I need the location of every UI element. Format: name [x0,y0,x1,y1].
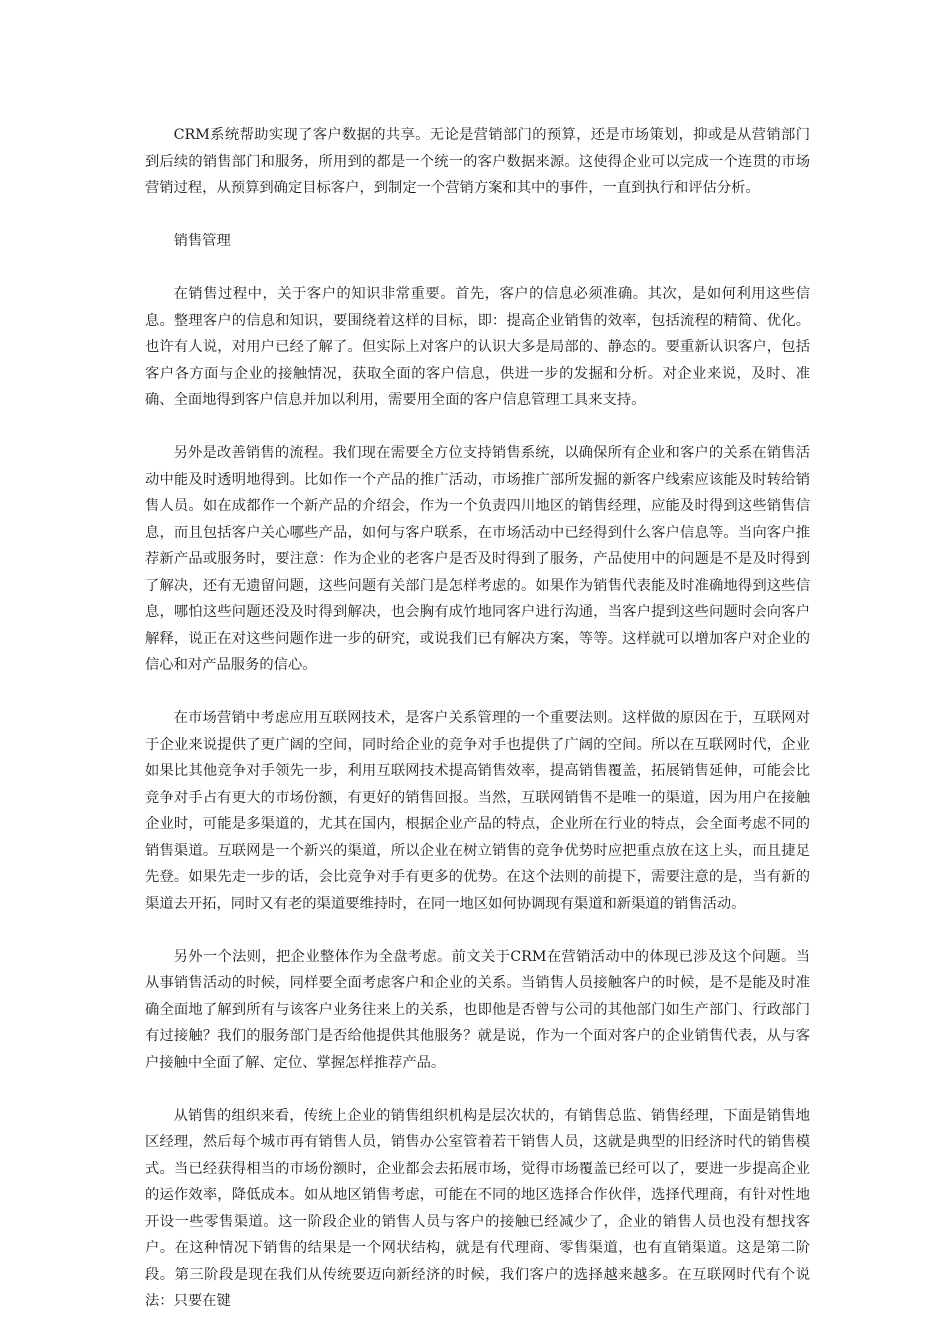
document-body [145,122,810,1341]
paragraph-enterprise-whole: 另外一个法则，把企业整体作为全盘考虑。前文关于CRM在营销活动中的体现已涉及这个问题。当从事销售活动的时候，同样要全面考虑客户和企业的关系。当销售人员接触客户的时候，是不是能及时准确全面地了解到所有与该客户业务往来上的关系，也即他是否曾与公司的其他部门如生产部门、行政部门有过接触？我们的服务部门是否给他提供其他服务？就是说，作为一个面对客户的企业销售代表，从与客户接触中全面了解、定位、掌握怎样推荐产品。 [145,948,810,1071]
paragraph-sales-organization: 从销售的组织来看，传统上企业的销售组织机构是层次状的，有销售总监、销售经理，下面是销售地区经理，然后每个城市再有销售人员，销售办公室管着若干销售人员，这就是典型的旧经济时代的销售模式。当已经获得相当的市场份额时，企业都会去拓展市场，觉得市场覆盖已经可以了，要进一步提高企业的运作效率，降低成本。如从地区销售考虑，可能在不同的地区选择合作伙伴，选择代理商，有针对性地开设一些零售渠道。这一阶段企业的销售人员与客户的接触已经减少了，企业的销售人员也没有想找客户。在这种情况下销售的结果是一个网状结构，就是有代理商、零售渠道，也有直销渠道。这是第二阶段。第三阶段是现在我们从传统要迈向新经济的时候，我们客户的选择越来越多。在互联网时代有个说法：只要在键 [145,1107,810,1309]
paragraph-sales-process: 另外是改善销售的流程。我们现在需要全方位支持销售系统，以确保所有企业和客户的关系在销售活动中能及时透明地得到。比如作一个产品的推广活动，市场推广部所发掘的新客户线索应该能及时转给销售人员。如在成都作一个新产品的介绍会，作为一个负责四川地区的销售经理，应能及时得到这些销售信息，而且包括客户关心哪些产品，如何与客户联系，在市场活动中已经得到什么客户信息等。当向客户推荐新产品或服务时，要注意：作为企业的老客户是否及时得到了服务，产品使用中的问题是不是及时得到了解决，还有无遗留问题，这些问题有关部门是怎样考虑的。如果作为销售代表能及时准确地得到这些信息，哪怕这些问题还没及时得到解决，也会胸有成竹地同客户进行沟通，当客户提到这些问题时会向客户解释，说正在对这些问题作进一步的研究，或说我们已有解决方案，等等。这样就可以增加客户对企业的信心和对产品服务的信心。 [145,445,810,673]
paragraph-crm-data-sharing: CRM系统帮助实现了客户数据的共享。无论是营销部门的预算，还是市场策划，抑或是从营销部门到后续的销售部门和服务，所用到的都是一个统一的客户数据来源。这使得企业可以完成一个连贯的市场营销过程，从预算到确定目标客户，到制定一个营销方案和其中的事件，一直到执行和评估分析。 [145,127,810,196]
paragraph-internet-marketing: 在市场营销中考虑应用互联网技术，是客户关系管理的一个重要法则。这样做的原因在于，互联网对于企业来说提供了更广阔的空间，同时给企业的竞争对手也提供了广阔的空间。所以在互联网时代，企业如果比其他竞争对手领先一步，利用互联网技术提高销售效率，提高销售覆盖，拓展销售延伸，可能会比竞争对手占有更大的市场份额，有更好的销售回报。当然，互联网销售不是唯一的渠道，因为用户在接触企业时，可能是多渠道的，尤其在国内，根据企业产品的特点，企业所在行业的特点，会全面考虑不同的销售渠道。互联网是一个新兴的渠道，所以企业在树立销售的竞争优势时应把重点放在这上头，而且捷足先登。如果先走一步的话，会比竞争对手有更多的优势。在这个法则的前提下，需要注意的是，当有新的渠道去开拓，同时又有老的渠道要维持时，在同一地区如何协调现有渠道和新渠道的销售活动。 [145,710,810,912]
section-heading-sales-management: 销售管理 [173,233,231,249]
paragraph-customer-knowledge: 在销售过程中，关于客户的知识非常重要。首先，客户的信息必须准确。其次，是如何利用这些信息。整理客户的信息和知识，要围绕着这样的目标，即：提高企业销售的效率，包括流程的精简、优化。也许有人说，对用户已经了解了。但实际上对客户的认识大多是局部的、静态的。要重新认识客户，包括客户各方面与企业的接触情况，获取全面的客户信息，供进一步的发掘和分析。对企业来说，及时、准确、全面地得到客户信息并加以利用，需要用全面的客户信息管理工具来支持。 [145,286,810,408]
